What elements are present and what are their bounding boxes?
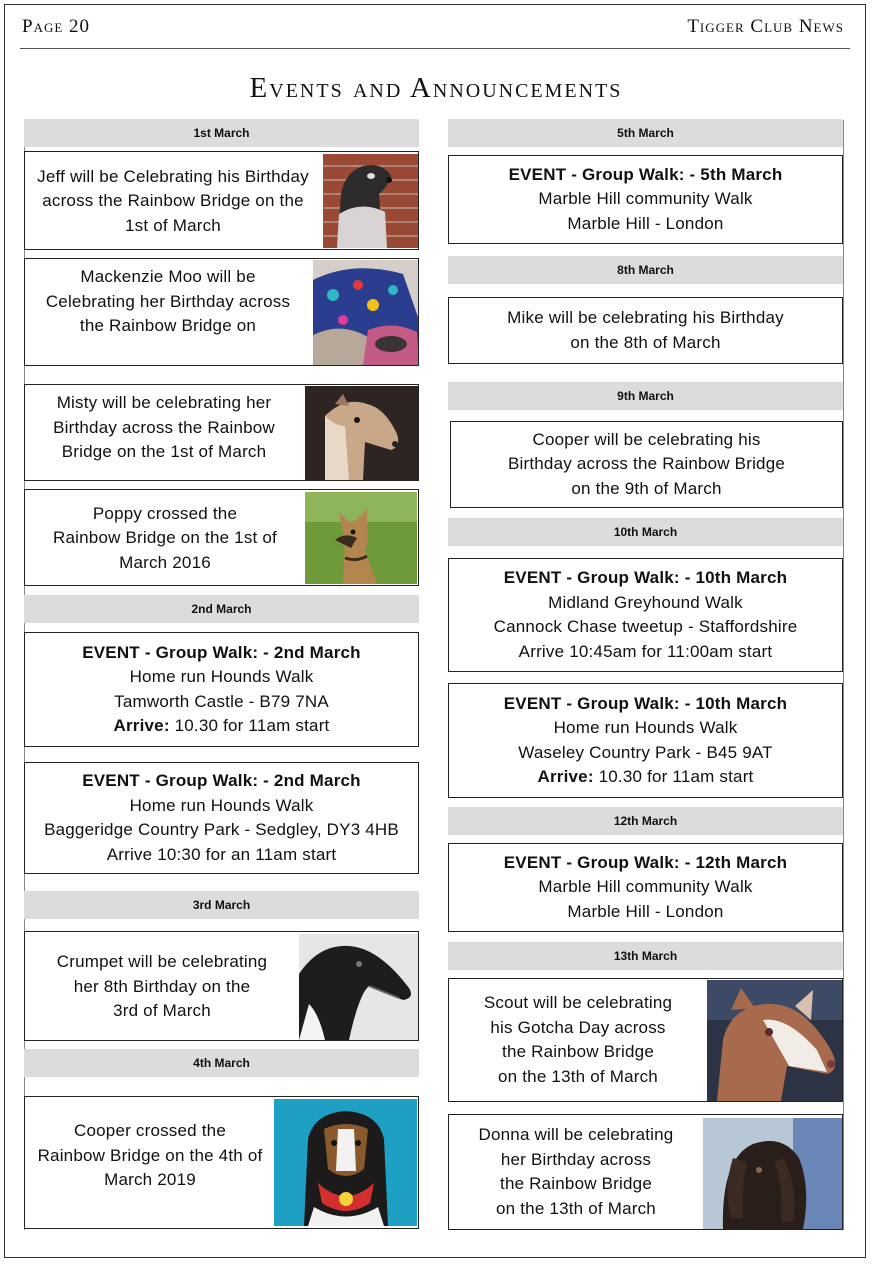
event-text: EVENT - Group Walk: - 2nd March Home run Hounds Walk Tamworth Castle - B79 7NA Arrive: 10.30 for 11am start: [82, 642, 361, 735]
event-text: EVENT - Group Walk: - 12th March Marble Hill community Walk Marble Hill - London: [503, 852, 788, 921]
announcement-text: Cooper crossed the Rainbow Bridge on the 4th of March 2019: [37, 1121, 263, 1190]
event-text: EVENT - Group Walk: - 2nd March Home run Hounds Walk Baggeridge Country Park - Sedgley, DY3 4HB Arrive 10:30 for an 11am start: [44, 771, 399, 864]
announcement-text: Crumpet will be celebrating her 8th Birthday on the 3rd of March: [56, 952, 268, 1021]
date-bar-5th-march: 5th March: [448, 119, 843, 147]
date-bar-13th-march: 13th March: [448, 942, 843, 970]
date-bar-2nd-march: 2nd March: [24, 595, 419, 623]
announcement-text: Scout will be celebrating his Gotcha Day across the Rainbow Bridge on the 13th of March: [483, 993, 673, 1086]
event-text: EVENT - Group Walk: - 10th March Midland Greyhound Walk Cannock Chase tweetup - Staffordshire Arrive 10:45am for 11:00am start: [493, 568, 798, 661]
date-bar-4th-march: 4th March: [24, 1049, 419, 1077]
announcement-cooper-rainbow: [24, 1096, 419, 1229]
announcement-text: Poppy crossed the Rainbow Bridge on the 1st of March 2016: [53, 503, 277, 572]
page-title: Events and Announcements: [249, 72, 623, 104]
page-number: Page 20: [22, 16, 91, 37]
mackenzie-dog-photo: [313, 260, 419, 365]
header-rule: [20, 48, 850, 49]
cooper-dog-photo: [274, 1099, 417, 1226]
announcement-cooper-birthday: [450, 421, 843, 508]
event-marble-hill-12th: [448, 843, 843, 932]
announcement-crumpet: [24, 931, 419, 1041]
scout-dog-photo: [707, 980, 842, 1101]
date-bar-12th-march: 12th March: [448, 807, 843, 835]
event-waseley-walk: [448, 683, 843, 798]
event-marble-hill-5th: [448, 155, 843, 244]
date-bar-10th-march: 10th March: [448, 518, 843, 546]
announcement-donna: [448, 1114, 843, 1230]
announcement-misty: [24, 384, 419, 481]
date-bar-9th-march: 9th March: [448, 382, 843, 410]
date-bar-3rd-march: 3rd March: [24, 891, 419, 919]
poppy-dog-photo: [305, 492, 417, 584]
announcement-text: Donna will be celebrating her Birthday across the Rainbow Bridge on the 13th of March: [478, 1125, 674, 1218]
event-baggeridge-walk: [24, 762, 419, 874]
event-tamworth-walk: [24, 632, 419, 747]
announcement-text: Mike will be celebrating his Birthday on the 8th of March: [507, 308, 784, 352]
jeff-dog-photo: [323, 154, 418, 248]
announcement-mike: [448, 297, 843, 364]
right-column-guide: [843, 120, 844, 1230]
announcement-text: Mackenzie Moo will be Celebrating her Birthday across the Rainbow Bridge on: [45, 267, 291, 336]
date-bar-1st-march: 1st March: [24, 119, 419, 147]
crumpet-dog-photo: [299, 934, 418, 1040]
announcement-text: Cooper will be celebrating his Birthday across the Rainbow Bridge on the 9th of March: [507, 429, 786, 498]
publication-name: Tigger Club News: [687, 16, 844, 37]
event-text: EVENT - Group Walk: - 10th March Home run Hounds Walk Waseley Country Park - B45 9AT Arrive: 10.30 for 11am start: [503, 693, 788, 786]
announcement-text: Jeff will be Celebrating his Birthday across the Rainbow Bridge on the 1st of March: [37, 166, 309, 235]
announcement-jeff: [24, 151, 419, 250]
announcement-poppy: [24, 489, 419, 586]
event-cannock-chase-walk: [448, 558, 843, 672]
announcement-scout: [448, 978, 843, 1102]
misty-dog-photo: [305, 386, 419, 480]
announcement-mackenzie: [24, 258, 419, 366]
announcement-text: Misty will be celebrating her Birthday across the Rainbow Bridge on the 1st of March: [53, 393, 275, 462]
date-bar-8th-march: 8th March: [448, 256, 843, 284]
event-text: EVENT - Group Walk: - 5th March Marble Hill community Walk Marble Hill - London: [508, 164, 783, 233]
donna-rabbit-photo: [703, 1118, 842, 1229]
